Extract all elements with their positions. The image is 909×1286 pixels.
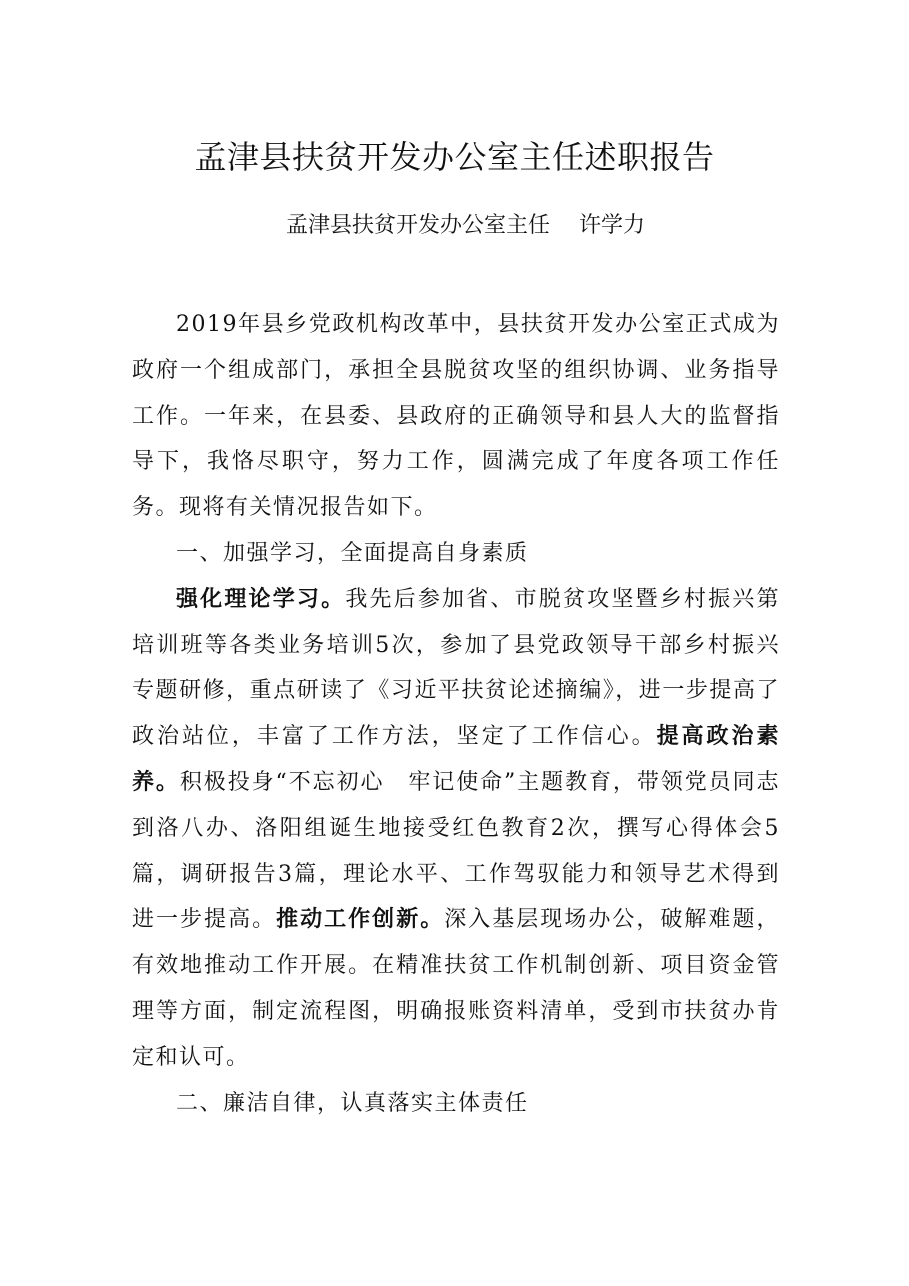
- section-heading-1-text: 一、加强学习，全面提高自身素质: [176, 540, 529, 566]
- paragraph-text-1: 我先后参加省、市脱贫攻坚暨乡村振兴第培训班等各类业务培训5次，参加了县党政领导干部乡村振兴专题研修，重点研读了《习近平扶贫论述摘编》，进一步提高了政治站位，丰富了工作方法，坚定了工作信心。: [132, 586, 780, 750]
- section-heading-2: [132, 1081, 780, 1127]
- paragraph-text-2: 积极投身“不忘初心 牢记使命”主题教育，带领党员同志到洛八办、洛阳组诞生地接受红色教育2次，撰写心得体会5篇，调研报告3篇，理论水平、工作驾驭能力和领导艺术得到进一步提高。: [132, 769, 780, 933]
- document-title: 孟津县扶贫开发办公室主任述职报告: [194, 138, 715, 176]
- lead-phrase-3: 推动工作创新。: [276, 907, 445, 933]
- document-author: 孟津县扶贫开发办公室主任 许学力: [286, 213, 645, 238]
- section-heading-2-text: 二、廉洁自律，认真落实主体责任: [176, 1090, 529, 1116]
- lead-phrase-2: 提高政治素养。: [132, 724, 780, 795]
- paragraph-text-3: 深入基层现场办公，破解难题，有效地推动工作开展。在精准扶贫工作机制创新、项目资金管理等方面，制定流程图，明确报账资料清单，受到市扶贫办肯定和认可。: [132, 907, 780, 1070]
- lead-phrase-1: 强化理论学习。: [176, 586, 346, 612]
- intro-paragraph: 2019年县乡党政机构改革中，县扶贫开发办公室正式成为政府一个组成部门，承担全县脱贫攻坚的组织协调、业务指导工作。一年来，在县委、县政府的正确领导和县人大的监督指导下，我恪尽职守，努力工作，圆满完成了年度各项工作任务。现将有关情况报告如下。: [132, 312, 780, 521]
- document-body: [132, 302, 780, 1126]
- section-heading-1: [132, 531, 780, 577]
- section-1-paragraph: [132, 577, 780, 1081]
